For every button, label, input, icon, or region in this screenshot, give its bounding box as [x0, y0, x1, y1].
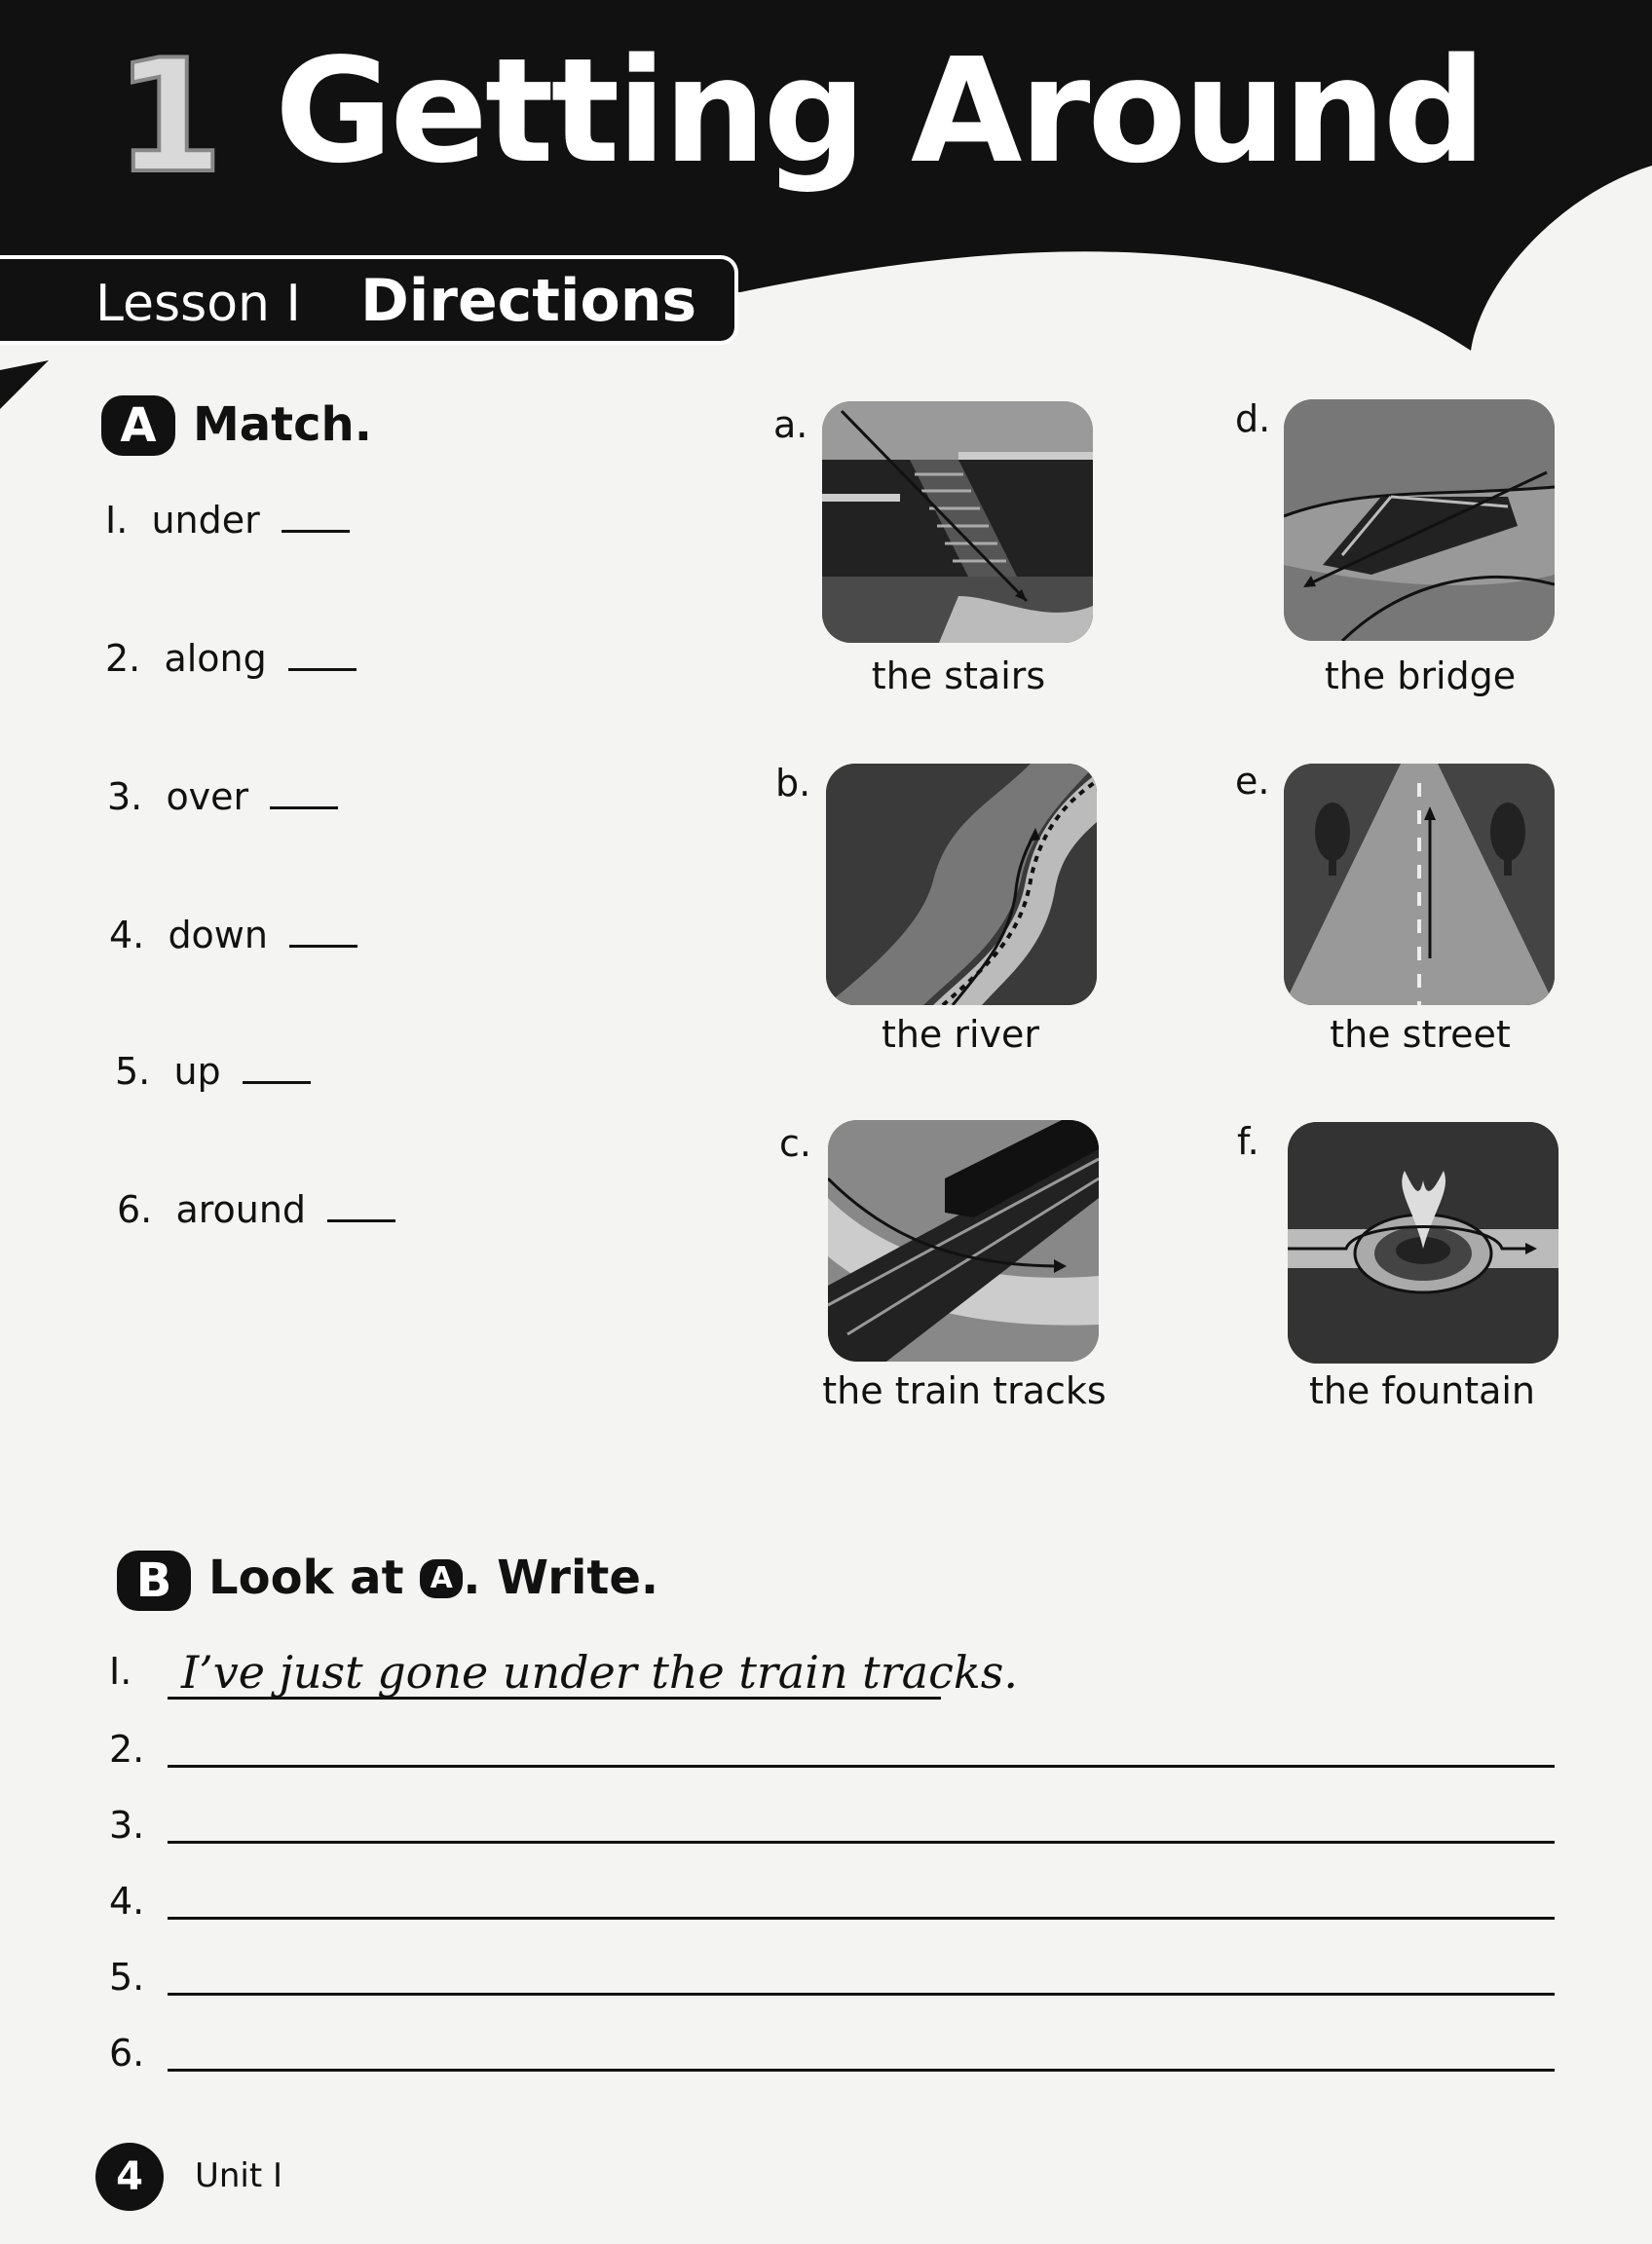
match-item-number: 2. — [105, 637, 141, 680]
picture-caption-a: the stairs — [871, 654, 1046, 697]
match-item-word: over — [166, 775, 249, 818]
answer-blank[interactable] — [327, 1219, 395, 1222]
write-line-number-2: 2. — [109, 1728, 145, 1771]
page-number: 4 — [95, 2143, 164, 2211]
example-answer-line — [168, 1697, 941, 1700]
answer-blank[interactable] — [289, 945, 357, 948]
match-item-number: 6. — [117, 1188, 153, 1231]
answer-blank[interactable] — [288, 668, 357, 671]
picture-caption-d: the bridge — [1324, 654, 1517, 697]
river-picture — [826, 764, 1097, 1005]
write-line-4[interactable] — [168, 1917, 1555, 1920]
match-item-6 — [117, 1188, 395, 1231]
fountain-picture — [1288, 1122, 1558, 1364]
write-line-number-4: 4. — [109, 1880, 145, 1923]
picture-caption-f: the fountain — [1308, 1369, 1536, 1412]
picture-letter-e: e. — [1235, 760, 1270, 803]
lesson-label: Lesson I — [95, 275, 301, 333]
write-line-6[interactable] — [168, 2069, 1555, 2072]
unit-title: Getting Around — [275, 27, 1483, 195]
match-item-word: around — [175, 1188, 307, 1231]
section-b-title — [208, 1551, 658, 1605]
stairs-picture — [822, 401, 1093, 643]
train-tracks-picture — [828, 1120, 1099, 1362]
answer-blank[interactable] — [270, 806, 338, 809]
match-item-word: under — [151, 499, 260, 542]
match-item-1 — [105, 499, 350, 542]
section-b-title-pre: Look at — [208, 1551, 404, 1605]
match-item-2 — [105, 637, 357, 680]
write-line-number-6: 6. — [109, 2032, 145, 2075]
match-item-4 — [109, 914, 357, 956]
match-item-word: up — [173, 1050, 221, 1093]
picture-letter-c: c. — [779, 1122, 811, 1165]
match-item-5 — [115, 1050, 311, 1093]
lesson-title: Directions — [360, 267, 697, 335]
stairs-illustration — [822, 401, 1093, 643]
section-a-badge: A — [101, 395, 175, 456]
street-picture — [1284, 764, 1555, 1005]
write-line-number-5: 5. — [109, 1956, 145, 1999]
write-line-number-1: I. — [109, 1650, 132, 1693]
write-line-3[interactable] — [168, 1841, 1555, 1844]
section-a-reference-badge: A — [420, 1559, 463, 1598]
section-b-badge: B — [117, 1551, 191, 1611]
section-a-title: Match. — [193, 397, 372, 452]
picture-letter-d: d. — [1235, 397, 1271, 440]
footer-unit-label: Unit I — [195, 2156, 283, 2195]
section-b-title-post: . Write. — [463, 1551, 659, 1605]
bridge-illustration — [1284, 399, 1555, 641]
river-illustration — [826, 764, 1097, 1005]
write-line-number-3: 3. — [109, 1804, 145, 1847]
answer-blank[interactable] — [243, 1081, 311, 1084]
example-answer: I’ve just gone under the train tracks. — [181, 1646, 1018, 1699]
write-line-5[interactable] — [168, 1993, 1555, 1996]
write-line-2[interactable] — [168, 1765, 1555, 1768]
street-illustration — [1284, 764, 1555, 1005]
picture-letter-b: b. — [775, 762, 811, 804]
match-item-number: 3. — [107, 775, 143, 818]
match-item-word: down — [168, 914, 268, 956]
fountain-illustration — [1288, 1122, 1558, 1364]
picture-letter-a: a. — [773, 403, 808, 446]
picture-caption-c: the train tracks — [822, 1369, 1107, 1412]
match-item-number: 4. — [109, 914, 145, 956]
bridge-picture — [1284, 399, 1555, 641]
unit-number: 1 — [115, 25, 224, 207]
picture-caption-e: the street — [1330, 1013, 1511, 1056]
match-item-number: I. — [105, 499, 129, 542]
match-item-word: along — [164, 637, 267, 680]
picture-letter-f: f. — [1237, 1120, 1259, 1163]
match-item-3 — [107, 775, 338, 818]
train-tracks-illustration — [828, 1120, 1099, 1362]
match-item-number: 5. — [115, 1050, 151, 1093]
answer-blank[interactable] — [282, 530, 350, 533]
picture-caption-b: the river — [881, 1013, 1040, 1056]
